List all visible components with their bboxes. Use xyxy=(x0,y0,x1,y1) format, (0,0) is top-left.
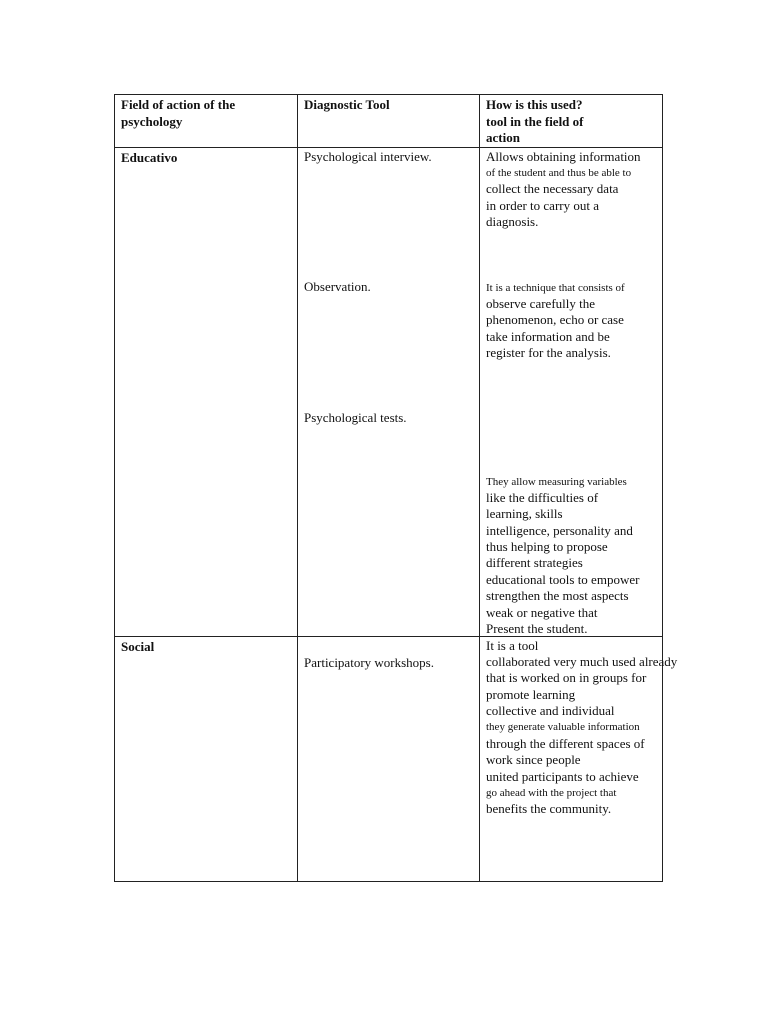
table-row xyxy=(115,147,663,636)
usage-line: Allows obtaining information xyxy=(486,148,641,164)
diagnostic-tools-table xyxy=(114,94,678,882)
header-line: psychology xyxy=(121,113,183,129)
usage-line: observe carefully the xyxy=(486,295,596,311)
usage-line: different strategies xyxy=(486,555,583,571)
usage-line: work since people xyxy=(486,752,581,768)
usage-line: strengthen the most aspects xyxy=(486,588,629,604)
header-field-of-action xyxy=(115,95,298,148)
tool-usage-text xyxy=(486,474,639,638)
tool-name: Psychological interview. xyxy=(304,148,432,164)
tool-name: Psychological tests. xyxy=(304,409,407,425)
usage-line: benefits the community. xyxy=(486,801,612,817)
header-line: Field of action of the xyxy=(121,97,236,112)
usage-line: diagnosis. xyxy=(486,214,539,230)
usage-line: weak or negative that xyxy=(486,604,598,620)
tool-usage-text xyxy=(486,280,625,362)
tool-cell xyxy=(298,636,480,881)
usage-line: of the student and thus be able to xyxy=(486,166,632,179)
usage-line: intelligence, personality and xyxy=(486,522,633,538)
table-row xyxy=(115,636,663,881)
usage-line: educational tools to empower xyxy=(486,571,640,587)
usage-line: register for the analysis. xyxy=(486,345,611,361)
usage-line: Present the student. xyxy=(486,621,588,637)
usage-line: It is a technique that consists of xyxy=(486,281,625,294)
usage-line: they generate valuable information xyxy=(486,721,640,734)
usage-line: learning, skills xyxy=(486,506,563,522)
tool-usage-text xyxy=(486,149,641,231)
field-name: Educativo xyxy=(121,149,178,165)
header-line: Diagnostic Tool xyxy=(304,97,390,112)
header-line: How is this used? xyxy=(486,97,583,112)
usage-line: united participants to achieve xyxy=(486,768,639,784)
table-header-row xyxy=(115,95,663,148)
usage-line: that is worked on in groups for xyxy=(486,670,647,686)
usage-line: collaborated very much used already xyxy=(486,653,678,669)
header-how-used xyxy=(480,95,663,148)
usage-line: thus helping to propose xyxy=(486,539,608,555)
header-diagnostic-tool xyxy=(298,95,480,148)
field-name: Social xyxy=(121,638,155,654)
usage-line: It is a tool xyxy=(486,637,539,653)
usage-line: go ahead with the project that xyxy=(486,787,617,800)
header-line: action xyxy=(486,130,520,145)
usage-line: They allow measuring variables xyxy=(486,475,627,488)
tool-usage-text xyxy=(486,638,677,818)
use-cell xyxy=(480,636,678,881)
usage-line: like the difficulties of xyxy=(486,489,599,505)
usage-line: phenomenon, echo or case xyxy=(486,312,624,328)
usage-line: collect the necessary data xyxy=(486,181,619,197)
use-cell xyxy=(480,147,663,636)
tool-cell xyxy=(298,147,480,636)
tool-name: Observation. xyxy=(304,278,371,294)
header-line: tool in the field of xyxy=(486,113,584,129)
tool-name: Participatory workshops. xyxy=(304,654,434,670)
usage-line: collective and individual xyxy=(486,703,615,719)
usage-line: through the different spaces of xyxy=(486,735,645,751)
usage-line: promote learning xyxy=(486,686,576,702)
usage-line: in order to carry out a xyxy=(486,197,599,213)
usage-line: take information and be xyxy=(486,328,610,344)
field-cell xyxy=(115,147,298,636)
field-cell xyxy=(115,636,298,881)
